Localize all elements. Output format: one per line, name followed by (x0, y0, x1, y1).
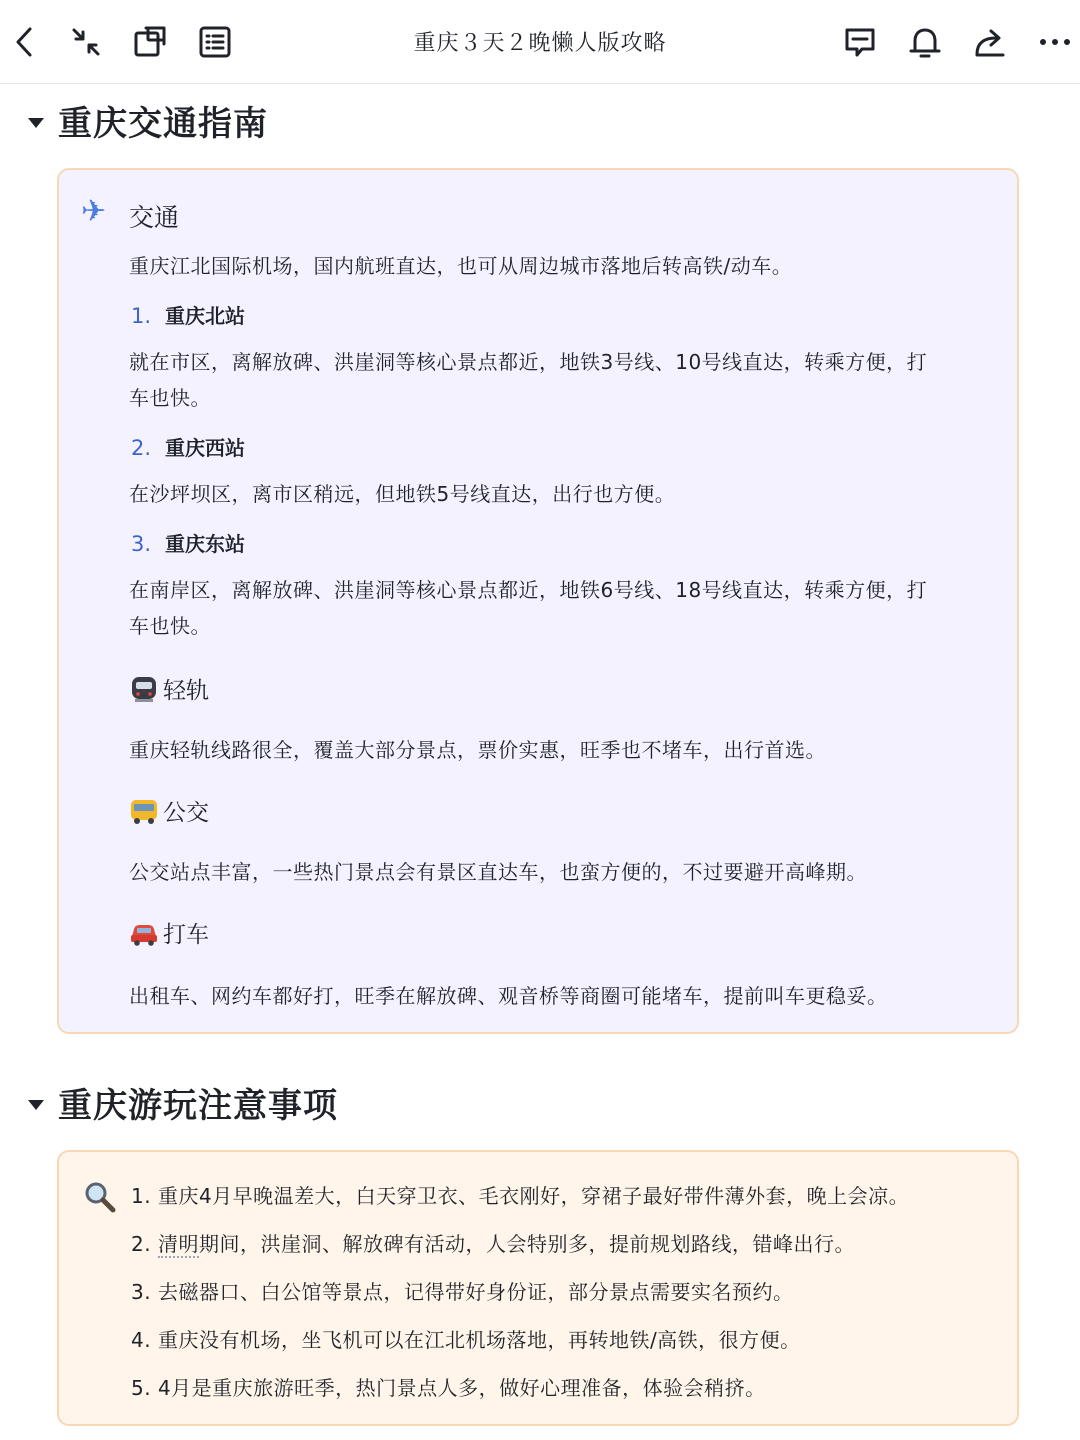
station-desc (129, 572, 999, 644)
window-icon[interactable] (128, 20, 172, 64)
comment-icon[interactable] (838, 20, 882, 64)
desc-line: 车也快。 (129, 614, 211, 638)
mode-title: 公交 (163, 800, 209, 826)
mode-heading-metro (129, 672, 209, 705)
station-name: 重庆北站 (165, 304, 245, 328)
mode-desc: 公交站点丰富，一些热门景点会有景区直达车，也蛮方便的，不过要避开高峰期。 (129, 860, 867, 884)
callout-notes (57, 1150, 1019, 1426)
list-number: 2. (131, 436, 152, 460)
note-item (131, 1228, 855, 1257)
magnifier-emoji-icon (83, 1180, 117, 1214)
mode-title: 轻轨 (163, 678, 209, 704)
list-item (131, 300, 245, 329)
top-bar (0, 0, 1080, 84)
list-number: 1. (131, 304, 152, 328)
desc-line: 车也快。 (129, 386, 211, 410)
outline-icon[interactable] (193, 20, 237, 64)
callout-title: 交通 (129, 203, 180, 232)
commented-text[interactable]: 清明 (157, 1232, 199, 1256)
desc-line: 在南岸区，离解放碑、洪崖洞等核心景点都近，地铁6号线、18号线直达，转乘方便，打 (129, 578, 928, 602)
section-heading-notes[interactable] (28, 1078, 338, 1127)
note-item: 5. 4月是重庆旅游旺季，热门景点人多，做好心理准备，体验会稍挤。 (131, 1376, 766, 1400)
mode-heading-taxi (129, 916, 209, 949)
bell-icon[interactable] (903, 20, 947, 64)
document-title: 重庆３天２晚懒人版攻略 (413, 31, 667, 56)
share-icon[interactable] (968, 20, 1012, 64)
collapse-icon[interactable] (64, 20, 108, 64)
mode-desc: 重庆轻轨线路很全，覆盖大部分景点，票价实惠，旺季也不堵车，出行首选。 (129, 738, 826, 762)
mode-title: 打车 (163, 922, 209, 948)
airplane-emoji-icon: ✈ (81, 194, 107, 229)
more-icon[interactable] (1033, 20, 1077, 64)
callout-transport (57, 168, 1019, 1034)
list-item (131, 528, 245, 557)
note-text: 期间，洪崖洞、解放碑有活动，人会特别多，提前规划路线，错峰出行。 (198, 1232, 855, 1256)
list-item (131, 432, 245, 461)
note-item: 1. 重庆4月早晚温差大，白天穿卫衣、毛衣刚好，穿裙子最好带件薄外套，晚上会凉。 (131, 1184, 910, 1208)
section-title: 重庆游玩注意事项 (58, 1086, 338, 1126)
list-number: 3. (131, 532, 152, 556)
station-desc: 在沙坪坝区，离市区稍远，但地铁5号线直达，出行也方便。 (129, 482, 676, 506)
mode-desc: 出租车、网约车都好打，旺季在解放碑、观音桥等商圈可能堵车，提前叫车更稳妥。 (129, 984, 888, 1008)
collapse-caret-icon[interactable] (28, 118, 44, 128)
note-item: 4. 重庆没有机场，坐飞机可以在江北机场落地，再转地铁/高铁，很方便。 (131, 1328, 801, 1352)
back-icon[interactable] (2, 20, 46, 64)
bus-emoji-icon (129, 796, 161, 826)
station-desc (129, 344, 999, 416)
station-name: 重庆西站 (165, 436, 245, 460)
collapse-caret-icon[interactable] (28, 1100, 44, 1110)
desc-line: 就在市区，离解放碑、洪崖洞等核心景点都近，地铁3号线、10号线直达，转乘方便，打 (129, 350, 928, 374)
intro-text: 重庆江北国际机场，国内航班直达，也可从周边城市落地后转高铁/动车。 (129, 254, 793, 278)
section-heading-transport[interactable] (28, 96, 268, 145)
mode-heading-bus (129, 794, 209, 827)
metro-emoji-icon (129, 674, 161, 704)
section-title: 重庆交通指南 (58, 104, 268, 144)
note-item: 3. 去磁器口、白公馆等景点，记得带好身份证，部分景点需要实名预约。 (131, 1280, 794, 1304)
note-number: 2. (131, 1232, 158, 1256)
station-name: 重庆东站 (165, 532, 245, 556)
car-emoji-icon (129, 918, 161, 948)
